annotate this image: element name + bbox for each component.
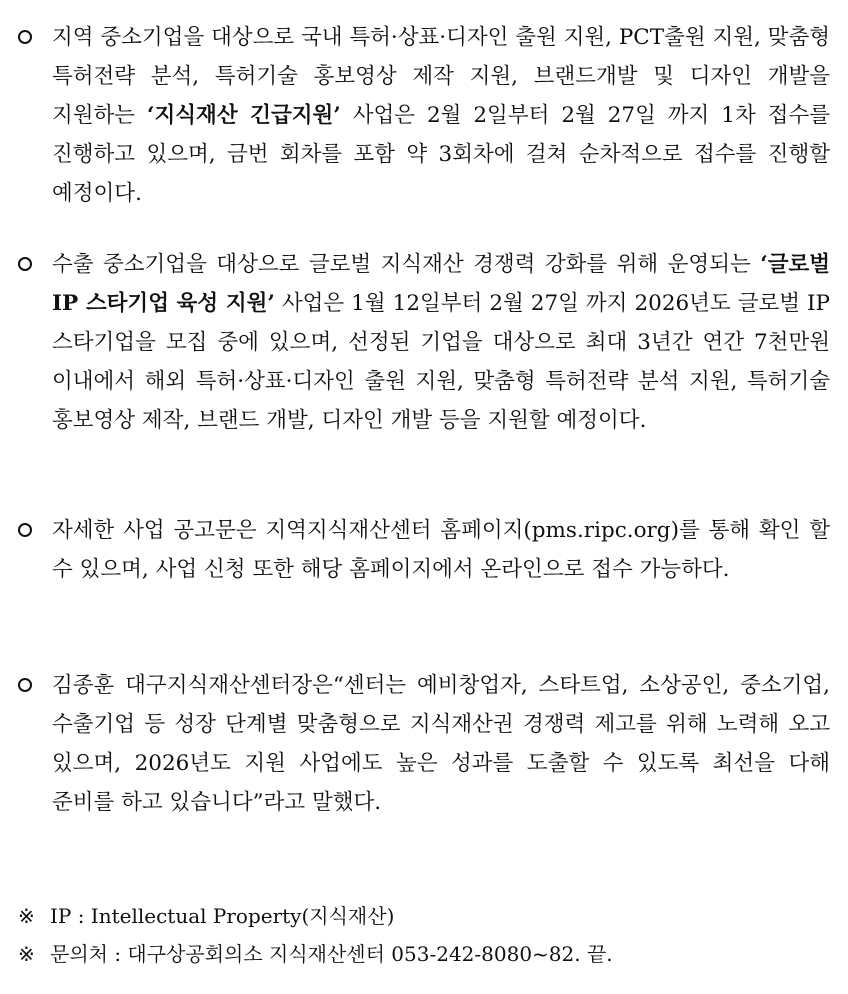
- paragraph-text-segment: 자세한 사업 공고문은 지역지식재산센터 홈페이지(pms.ripc.org)를 통해 확인 할 수 있으며, 사업 신청 또한 해당 홈페이지에서 온라인으로 접수 가능하다.: [52, 518, 830, 582]
- circle-bullet-icon: [18, 678, 32, 692]
- program-name-emphasis: ‘글로벌 IP 스타기업 육성 지원’: [52, 252, 830, 316]
- circle-bullet-icon: [18, 257, 32, 271]
- program-name-emphasis: ‘지식재산 긴급지원’: [147, 103, 341, 128]
- paragraph-director-quote: [18, 666, 830, 822]
- paragraph-text-segment: 수출 중소기업을 대상으로 글로벌 지식재산 경쟁력 강화를 위해 운영되는: [52, 252, 761, 277]
- paragraph-global-ip-star: [18, 245, 830, 440]
- reference-mark-icon: ※: [18, 904, 35, 928]
- paragraph-text: [18, 245, 830, 440]
- paragraph-text-segment: 사업은 1월 12일부터 2월 27일 까지 2026년도 글로벌 IP 스타기업을 모집 중에 있으며, 선정된 기업을 대상으로 최대 3년간 연간 7천만원 이내에서 해외 특허·상표·디자인 출원 지원, 맞춤형 특허전략 분석 지원, 특허기술 홍보영상 제작, 브랜드 개발, 디자인 개발 등을 지원할 예정이다.: [52, 291, 831, 433]
- circle-bullet-icon: [18, 30, 32, 44]
- circle-bullet-icon: [18, 523, 32, 537]
- paragraph-text: [18, 511, 830, 589]
- paragraph-ip-emergency-support: [18, 18, 830, 213]
- paragraph-text-segment: 사업은 2월 2일부터 2월 27일 까지 1차 접수를 진행하고 있으며, 금번 회차를 포함 약 3회차에 걸쳐 순차적으로 접수를 진행할 예정이다.: [52, 103, 830, 206]
- paragraph-text: [18, 18, 830, 213]
- paragraph-text-segment: 지역 중소기업을 대상으로 국내 특허·상표·디자인 출원 지원, PCT출원 지원, 맞춤형 특허전략 분석, 특허기술 홍보영상 제작 지원, 브랜드개발 및 디자인 개발을 지원하는: [52, 25, 830, 128]
- footnote-text: 문의처 : 대구상공회의소 지식재산센터 053-242-8080~82. 끝.: [50, 942, 613, 966]
- reference-mark-icon: ※: [18, 942, 35, 966]
- footnote-ip: [18, 900, 830, 933]
- paragraph-text: [18, 666, 830, 822]
- paragraph-announcement-info: [18, 511, 830, 589]
- footnote-text: IP : Intellectual Property(지식재산): [50, 904, 395, 928]
- paragraph-text-segment: 김종훈 대구지식재산센터장은“센터는 예비창업자, 스타트업, 소상공인, 중소기업, 수출기업 등 성장 단계별 맞춤형으로 지식재산권 경쟁력 제고를 위해 노력해 오고 있으며, 2026년도 지원 사업에도 높은 성과를 도출할 수 있도록 최선을 다해 준비를 하고 있습니다”라고 말했다.: [52, 673, 830, 815]
- footnote-contact: [18, 938, 830, 971]
